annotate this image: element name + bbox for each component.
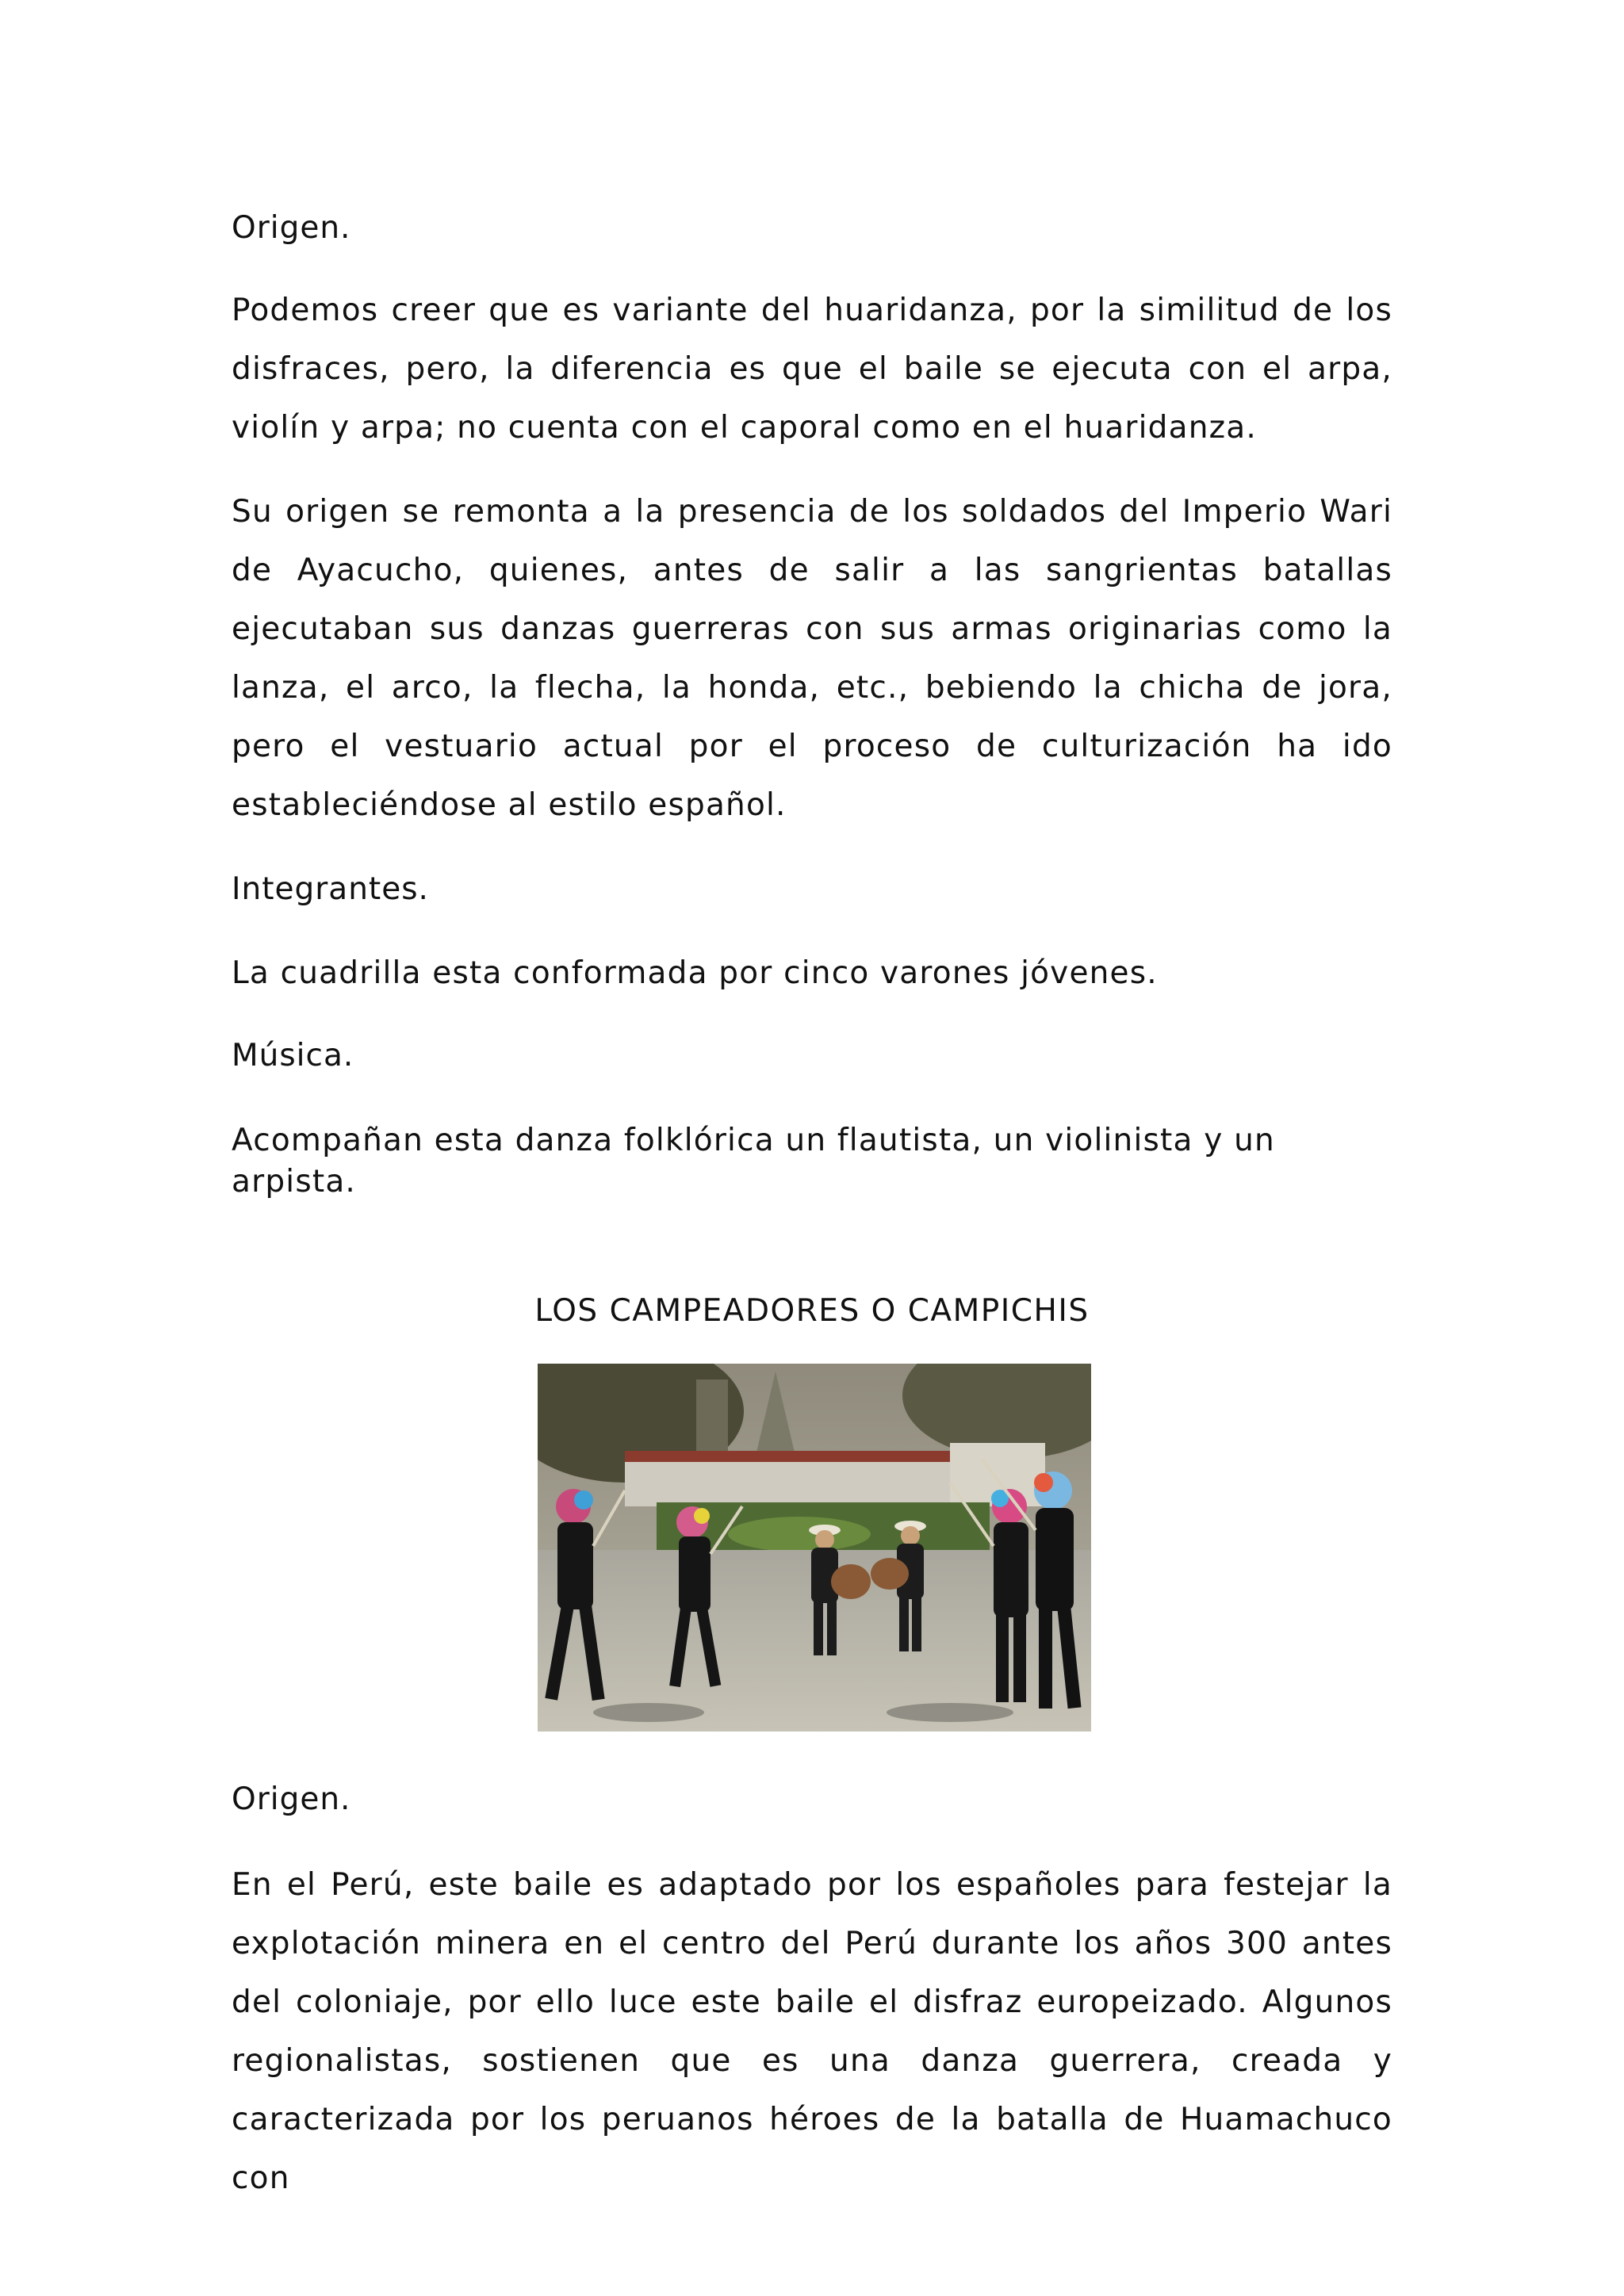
origen-paragraph-3-wrap: [232, 1856, 1392, 2208]
origen-paragraph-3: En el Perú, este baile es adaptado por los españoles para festejar la explotación minera en el centro del Perú durante los años 300 antes del coloniaje, por ello luce este baile el disfraz europeizado. Algunos regionalistas, sostienen que es una danza guerrera, creada y caracterizada por los peruanos héroes de la batalla de Huamachuco con: [232, 1867, 1392, 2196]
section-title: LOS CAMPEADORES O CAMPICHIS: [534, 1293, 1090, 1329]
integrantes-text-wrap: [232, 953, 1392, 994]
origen-heading-2-wrap: [232, 1779, 1392, 1820]
musica-heading: Música.: [232, 1038, 354, 1073]
origen-heading: Origen.: [232, 210, 351, 246]
origen-paragraph-2-wrap: [232, 483, 1392, 835]
integrantes-heading: Integrantes.: [232, 871, 429, 907]
integrantes-heading-wrap: [232, 869, 1392, 910]
dancers-photo: [538, 1364, 1091, 1732]
musica-text-wrap: [232, 1120, 1392, 1203]
musica-heading-wrap: [232, 1035, 1392, 1077]
origen-paragraph-1: Podemos creer que es variante del huaridanza, por la similitud de los disfraces, pero, la diferencia es que el baile se ejecuta con el arpa, violín y arpa; no cuenta con el caporal como en el huaridanza.: [232, 293, 1392, 446]
origen-heading-1-wrap: [232, 208, 1392, 249]
origen-heading-2: Origen.: [232, 1781, 351, 1817]
origen-paragraph-1-wrap: [232, 281, 1392, 457]
musica-text: Acompañan esta danza folklórica un flautista, un violinista y un arpista.: [232, 1123, 1275, 1200]
origen-paragraph-2: Su origen se remonta a la presencia de los soldados del Imperio Wari de Ayacucho, quienes, antes de salir a las sangrientas batallas ejecutaban sus danzas guerreras con sus armas originarias como la lanza, el arco, la flecha, la honda, etc., bebiendo la chicha de jora, pero el vestuario actual por el proceso de culturización ha ido estableciéndose al estilo español.: [232, 494, 1392, 823]
integrantes-text: La cuadrilla esta conformada por cinco varones jóvenes.: [232, 955, 1158, 991]
